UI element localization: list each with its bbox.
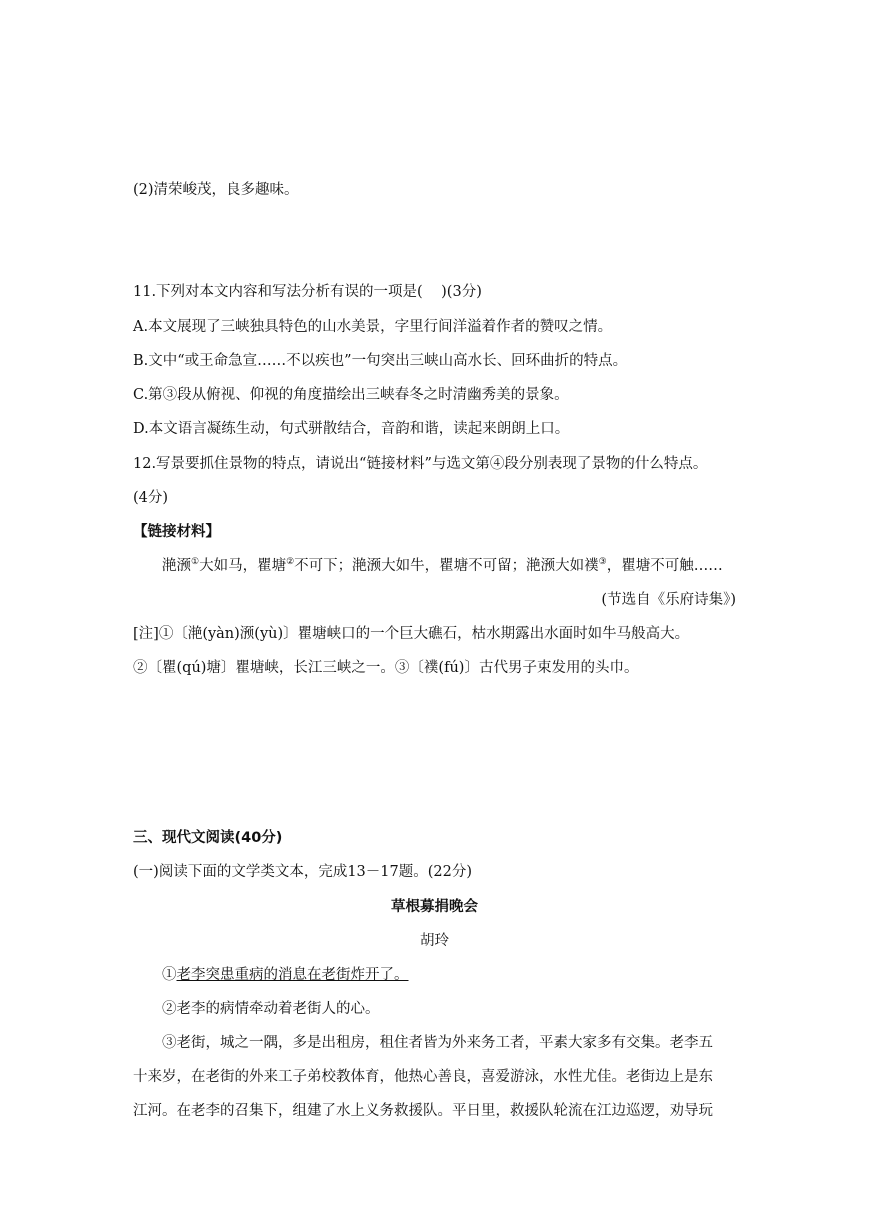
poem-segment-4: ，瞿塘不可触…… (606, 558, 723, 574)
footnote-marker-3: ③ (598, 557, 607, 568)
question-10-item-2: (2)清荣峻茂，良多趣味。 (133, 182, 299, 198)
link-material-note-2: ②〔瞿(qú)塘〕瞿塘峡，长江三峡之一。③〔襆(fú)〕古代男子束发用的头巾。 (133, 660, 639, 676)
footnote-marker-1: ① (191, 557, 200, 568)
paragraph-1-underlined-text: 老李突患重病的消息在老街炸开了。 (176, 967, 409, 983)
question-12-line-2: (4分) (133, 490, 169, 506)
question-11-option-a: A.本文展现了三峡独具特色的山水美景，字里行间洋溢着作者的赞叹之情。 (133, 319, 613, 335)
poem-segment-3: 不可下；滟滪大如牛，瞿塘不可留；滟滪大如襆 (294, 558, 599, 574)
question-12-line-1: 12.写景要抓住景物的特点，请说出“链接材料”与选文第④段分别表现了景物的什么特点。 (133, 456, 708, 472)
poem-segment-2: 大如马，瞿塘 (199, 558, 287, 574)
question-11-option-d: D.本文语言凝练生动，句式骈散结合，音韵和谐，读起来朗朗上口。 (133, 421, 570, 437)
footnote-marker-2: ② (286, 557, 295, 568)
link-material-poem (162, 556, 723, 576)
paragraph-1-number: ① (162, 967, 177, 983)
story-paragraph-1 (162, 965, 409, 985)
story-paragraph-3-line-3: 江河。在老李的召集下，组建了水上义务救援队。平日里，救援队轮流在江边巡逻，劝导玩 (133, 1103, 713, 1119)
story-paragraph-3-line-2: 十来岁，在老街的外来工子弟校教体育，他热心善良，喜爱游泳，水性尤佳。老街边上是东 (133, 1069, 713, 1085)
link-material-heading: 【链接材料】 (133, 524, 220, 540)
story-author: 胡玲 (420, 933, 449, 949)
question-11-stem: 11.下列对本文内容和写法分析有误的一项是( )(3分) (133, 284, 482, 300)
question-11-option-c: C.第③段从俯视、仰视的角度描绘出三峡春冬之时清幽秀美的景象。 (133, 387, 569, 403)
section-3-instructions: (一)阅读下面的文学类文本，完成13－17题。(22分) (133, 864, 472, 880)
story-paragraph-2: ②老李的病情牵动着老街人的心。 (162, 1001, 380, 1017)
link-material-source: (节选自《乐府诗集》) (601, 592, 736, 608)
link-material-note-1: [注]①〔滟(yàn)滪(yù)〕瞿塘峡口的一个巨大礁石，枯水期露出水面时如牛马般高大。 (133, 626, 690, 642)
question-11-option-b: B.文中“或王命急宣……不以疾也”一句突出三峡山高水长、回环曲折的特点。 (133, 353, 628, 369)
section-3-heading: 三、现代文阅读(40分) (133, 830, 283, 846)
story-paragraph-3-line-1: ③老街，城之一隅，多是出租房，租住者皆为外来务工者，平素大家多有交集。老李五 (162, 1035, 713, 1051)
story-title: 草根募捐晚会 (391, 899, 478, 915)
poem-segment-1: 滟滪 (162, 558, 191, 574)
